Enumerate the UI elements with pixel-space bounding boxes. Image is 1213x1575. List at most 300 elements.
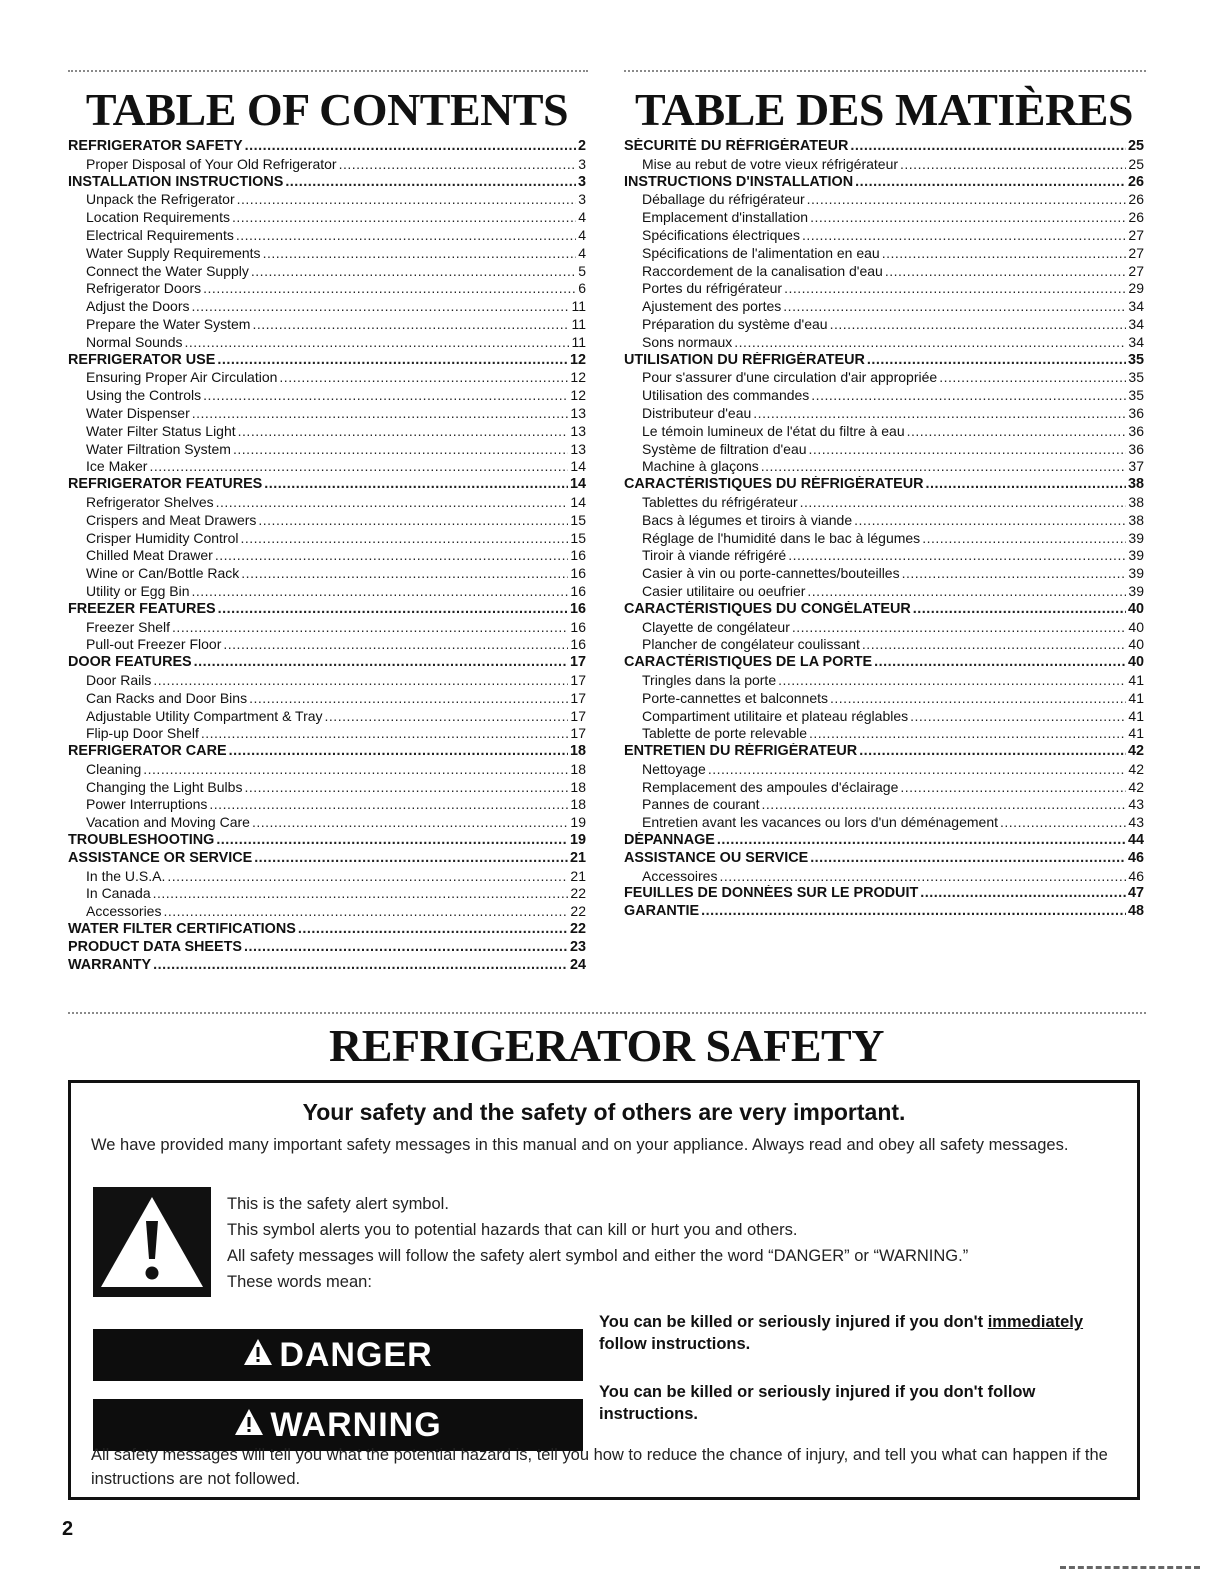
toc-entry-page: 16 bbox=[570, 636, 586, 653]
toc-entry-page: 16 bbox=[570, 547, 586, 564]
toc-dot-leader bbox=[172, 619, 568, 635]
toc-dot-leader bbox=[902, 565, 1127, 581]
toc-entry-label: Ice Maker bbox=[86, 458, 148, 475]
toc-entry-label: Pannes de courant bbox=[642, 796, 760, 813]
toc-entry-page: 38 bbox=[1128, 493, 1144, 510]
toc-entry-label: Accessories bbox=[86, 903, 162, 920]
toc-subsection-entry bbox=[68, 209, 586, 227]
toc-entry-label: Prepare the Water System bbox=[86, 315, 251, 332]
toc-subsection-entry bbox=[68, 903, 586, 921]
toc-entry-page: 16 bbox=[569, 600, 586, 617]
toc-subsection-entry bbox=[624, 458, 1144, 476]
toc-entry-label: Tablette de porte relevable bbox=[642, 725, 807, 742]
toc-subsection-entry bbox=[68, 334, 586, 352]
toc-entry-label: Electrical Requirements bbox=[86, 226, 234, 243]
toc-dot-leader bbox=[850, 138, 1126, 154]
toc-subsection-entry bbox=[624, 796, 1144, 814]
toc-entry-label: Water Filter Status Light bbox=[86, 422, 236, 439]
toc-subsection-entry bbox=[68, 583, 586, 601]
toc-subsection-entry bbox=[68, 405, 586, 423]
toc-entry-label: CARACTÉRISTIQUES DU CONGÉLATEUR bbox=[624, 600, 911, 617]
toc-entry-page: 34 bbox=[1128, 315, 1144, 332]
toc-entry-label: Water Supply Requirements bbox=[86, 244, 261, 261]
alert-symbol-explanation bbox=[227, 1191, 1107, 1295]
toc-entry-label: Tablettes du réfrigérateur bbox=[642, 493, 798, 510]
toc-section-entry bbox=[624, 654, 1144, 672]
toc-dot-leader bbox=[153, 885, 569, 901]
toc-section-entry bbox=[624, 138, 1144, 156]
toc-subsection-entry bbox=[624, 868, 1144, 886]
toc-entry-page: 16 bbox=[570, 582, 586, 599]
toc-dot-leader bbox=[802, 227, 1126, 243]
toc-entry-page: 41 bbox=[1128, 725, 1144, 742]
toc-dot-leader bbox=[708, 761, 1127, 777]
toc-subsection-entry bbox=[624, 636, 1144, 654]
toc-entry-page: 22 bbox=[570, 885, 586, 902]
toc-subsection-entry bbox=[624, 209, 1144, 227]
toc-dot-leader bbox=[701, 903, 1126, 919]
toc-dot-leader bbox=[215, 547, 569, 563]
toc-subsection-entry bbox=[624, 814, 1144, 832]
toc-entry-label: Le témoin lumineux de l'état du filtre à eau bbox=[642, 422, 905, 439]
toc-section-entry bbox=[68, 654, 586, 672]
danger-text-emphasis: immediately bbox=[987, 1313, 1084, 1331]
toc-entry-label: Water Dispenser bbox=[86, 404, 190, 421]
toc-dot-leader bbox=[753, 405, 1126, 421]
toc-dot-leader bbox=[926, 476, 1126, 492]
toc-entry-label: Préparation du système d'eau bbox=[642, 315, 828, 332]
toc-dot-leader bbox=[163, 903, 568, 919]
toc-entry-label: Connect the Water Supply bbox=[86, 262, 249, 279]
toc-dot-leader bbox=[264, 476, 568, 492]
toc-entry-label: Sons normaux bbox=[642, 333, 733, 350]
toc-dot-leader bbox=[339, 156, 577, 172]
toc-entry-page: 37 bbox=[1128, 458, 1144, 475]
toc-section-entry bbox=[68, 957, 586, 975]
middle-rule bbox=[68, 1012, 1146, 1014]
toc-dot-leader bbox=[240, 530, 568, 546]
toc-entry-page: 4 bbox=[578, 244, 586, 261]
toc-dot-leader bbox=[859, 743, 1126, 759]
toc-entry-label: Normal Sounds bbox=[86, 333, 183, 350]
toc-dot-leader bbox=[717, 832, 1126, 848]
toc-dot-leader bbox=[913, 601, 1126, 617]
toc-subsection-entry bbox=[68, 885, 586, 903]
toc-entry-label: ASSISTANCE OU SERVICE bbox=[624, 849, 809, 866]
toc-entry-label: Utilisation des commandes bbox=[642, 387, 810, 404]
toc-entry-page: 3 bbox=[578, 155, 586, 172]
toc-entry-page: 3 bbox=[577, 173, 586, 190]
toc-entry-page: 41 bbox=[1128, 671, 1144, 688]
toc-dot-leader bbox=[233, 441, 568, 457]
toc-entry-label: Raccordement de la canalisation d'eau bbox=[642, 262, 883, 279]
toc-subsection-entry bbox=[68, 191, 586, 209]
toc-dot-leader bbox=[143, 761, 568, 777]
toc-entry-page: 14 bbox=[570, 458, 586, 475]
toc-dot-leader bbox=[279, 369, 568, 385]
toc-entry-label: INSTALLATION INSTRUCTIONS bbox=[68, 173, 284, 190]
toc-entry-label: Water Filtration System bbox=[86, 440, 231, 457]
toc-dot-leader bbox=[238, 423, 569, 439]
toc-dot-leader bbox=[874, 654, 1126, 670]
toc-dot-leader bbox=[229, 743, 568, 759]
toc-subsection-entry bbox=[68, 725, 586, 743]
toc-entry-label: Bacs à légumes et tiroirs à viande bbox=[642, 511, 853, 528]
toc-entry-page: 6 bbox=[578, 280, 586, 297]
warning-triangle-exclamation-icon bbox=[93, 1187, 211, 1297]
toc-dot-leader bbox=[245, 138, 576, 154]
toc-subsection-entry bbox=[68, 868, 586, 886]
toc-entry-label: Refrigerator Shelves bbox=[86, 493, 214, 510]
toc-entry-label: Emplacement d'installation bbox=[642, 209, 809, 226]
toc-subsection-entry bbox=[624, 565, 1144, 583]
toc-dot-leader bbox=[252, 814, 568, 830]
toc-entry-label: Casier utilitaire ou oeufrier bbox=[642, 582, 806, 599]
toc-entry-label: CARACTÉRISTIQUES DE LA PORTE bbox=[624, 654, 873, 671]
toc-subsection-entry bbox=[68, 690, 586, 708]
toc-entry-label: Casier à vin ou porte-cannettes/bouteilles bbox=[642, 565, 900, 582]
toc-entry-label: UTILISATION DU RÉFRIGÉRATEUR bbox=[624, 351, 865, 368]
toc-entry-label: WARRANTY bbox=[68, 956, 152, 973]
toc-subsection-entry bbox=[68, 761, 586, 779]
toc-dot-leader bbox=[153, 672, 568, 688]
top-rule-left bbox=[68, 70, 588, 72]
toc-dot-leader bbox=[258, 512, 568, 528]
toc-entry-page: 4 bbox=[578, 226, 586, 243]
toc-dot-leader bbox=[232, 209, 576, 225]
toc-french-list bbox=[624, 138, 1144, 921]
toc-entry-page: 15 bbox=[570, 529, 586, 546]
toc-dot-leader bbox=[203, 387, 568, 403]
toc-entry-label: Compartiment utilitaire et plateau réglables bbox=[642, 707, 909, 724]
toc-dot-leader bbox=[807, 191, 1127, 207]
toc-entry-page: 16 bbox=[570, 565, 586, 582]
toc-entry-page: 41 bbox=[1128, 707, 1144, 724]
toc-entry-label: Door Rails bbox=[86, 671, 152, 688]
toc-section-entry bbox=[624, 601, 1144, 619]
toc-dot-leader bbox=[285, 174, 576, 190]
toc-entry-label: Adjustable Utility Compartment & Tray bbox=[86, 707, 323, 724]
toc-entry-page: 29 bbox=[1128, 280, 1144, 297]
toc-dot-leader bbox=[811, 387, 1126, 403]
toc-entry-label: Plancher de congélateur coulissant bbox=[642, 636, 860, 653]
toc-entry-label: Pull-out Freezer Floor bbox=[86, 636, 222, 653]
safety-section-title: REFRIGERATOR SAFETY bbox=[329, 1020, 884, 1071]
toc-french bbox=[624, 84, 1144, 921]
alert-triangle-icon bbox=[243, 1336, 273, 1375]
toc-subsection-entry bbox=[68, 547, 586, 565]
toc-subsection-entry bbox=[68, 458, 586, 476]
toc-entry-page: 46 bbox=[1127, 849, 1144, 866]
toc-entry-page: 17 bbox=[570, 671, 586, 688]
toc-entry-page: 12 bbox=[570, 369, 586, 386]
toc-subsection-entry bbox=[624, 690, 1144, 708]
toc-entry-page: 40 bbox=[1128, 618, 1144, 635]
toc-entry-page: 43 bbox=[1128, 814, 1144, 831]
toc-entry-label: Cleaning bbox=[86, 760, 142, 777]
toc-dot-leader bbox=[218, 601, 568, 617]
toc-entry-page: 18 bbox=[569, 743, 586, 760]
toc-entry-label: ASSISTANCE OR SERVICE bbox=[68, 849, 253, 866]
toc-dot-leader bbox=[810, 850, 1126, 866]
toc-subsection-entry bbox=[624, 494, 1144, 512]
toc-entry-page: 36 bbox=[1128, 422, 1144, 439]
toc-entry-page: 12 bbox=[570, 387, 586, 404]
toc-dot-leader bbox=[809, 725, 1126, 741]
toc-entry-label: Portes du réfrigérateur bbox=[642, 280, 783, 297]
toc-dot-leader bbox=[762, 796, 1127, 812]
toc-subsection-entry bbox=[624, 316, 1144, 334]
toc-entry-page: 23 bbox=[569, 938, 586, 955]
toc-entry-label: TROUBLESHOOTING bbox=[68, 832, 215, 849]
toc-entry-label: Nettoyage bbox=[642, 760, 706, 777]
alert-line: All safety messages will follow the safety alert symbol and either the word “DANGER” or “WARNING.” bbox=[227, 1247, 969, 1265]
toc-section-entry bbox=[68, 939, 586, 957]
toc-section-entry bbox=[68, 601, 586, 619]
toc-french-title: TABLE DES MATIÈRES bbox=[635, 84, 1133, 135]
toc-entry-page: 35 bbox=[1128, 387, 1144, 404]
toc-dot-leader bbox=[784, 280, 1126, 296]
toc-section-entry bbox=[624, 885, 1144, 903]
safety-box-heading: Your safety and the safety of others are very important. bbox=[302, 1099, 906, 1125]
toc-entry-page: 19 bbox=[570, 814, 586, 831]
toc-entry-page: 14 bbox=[570, 493, 586, 510]
toc-entry-label: Vacation and Moving Care bbox=[86, 814, 250, 831]
safety-outro-text: All safety messages will tell you what the potential hazard is, tell you how to reduce the chance of injury, and tell you what can happen if the instructions are not followed. bbox=[91, 1446, 1108, 1488]
toc-entry-page: 27 bbox=[1128, 244, 1144, 261]
toc-subsection-entry bbox=[624, 280, 1144, 298]
toc-entry-label: Crisper Humidity Control bbox=[86, 529, 239, 546]
toc-dot-leader bbox=[788, 547, 1126, 563]
toc-entry-page: 13 bbox=[570, 422, 586, 439]
toc-entry-label: Proper Disposal of Your Old Refrigerator bbox=[86, 155, 337, 172]
danger-text-end: follow instructions. bbox=[599, 1335, 751, 1353]
toc-subsection-entry bbox=[68, 423, 586, 441]
toc-dot-leader bbox=[149, 458, 568, 474]
toc-entry-page: 34 bbox=[1128, 333, 1144, 350]
toc-subsection-entry bbox=[68, 708, 586, 726]
toc-entry-page: 11 bbox=[571, 298, 586, 315]
toc-dot-leader bbox=[209, 796, 568, 812]
toc-subsection-entry bbox=[624, 672, 1144, 690]
toc-dot-leader bbox=[882, 245, 1127, 261]
toc-subsection-entry bbox=[624, 387, 1144, 405]
toc-dot-leader bbox=[298, 921, 568, 937]
toc-dot-leader bbox=[241, 565, 568, 581]
toc-entry-page: 39 bbox=[1128, 529, 1144, 546]
toc-entry-label: Adjust the Doors bbox=[86, 298, 190, 315]
toc-entry-page: 18 bbox=[570, 760, 586, 777]
safety-message-box bbox=[68, 1080, 1140, 1500]
warning-description: You can be killed or seriously injured if you don't follow instructions. bbox=[599, 1383, 1036, 1423]
toc-subsection-entry bbox=[624, 191, 1144, 209]
safety-intro-text: We have provided many important safety messages in this manual and on your appliance. Always read and obey all safety messages. bbox=[91, 1136, 1069, 1154]
toc-entry-label: Accessoires bbox=[642, 867, 718, 884]
toc-entry-label: DOOR FEATURES bbox=[68, 654, 192, 671]
toc-subsection-entry bbox=[68, 814, 586, 832]
toc-dot-leader bbox=[810, 209, 1126, 225]
toc-entry-page: 11 bbox=[571, 315, 586, 332]
toc-entry-page: 40 bbox=[1127, 654, 1144, 671]
toc-entry-page: 44 bbox=[1127, 832, 1144, 849]
toc-dot-leader bbox=[920, 885, 1126, 901]
toc-entry-label: Changing the Light Bulbs bbox=[86, 778, 243, 795]
toc-entry-label: Crispers and Meat Drawers bbox=[86, 511, 257, 528]
alert-line: This symbol alerts you to potential hazards that can kill or hurt you and others. bbox=[227, 1221, 798, 1239]
toc-entry-label: Machine à glaçons bbox=[642, 458, 759, 475]
toc-dot-leader bbox=[223, 636, 568, 652]
toc-entry-page: 14 bbox=[569, 476, 586, 493]
toc-entry-label: REFRIGERATOR SAFETY bbox=[68, 138, 243, 154]
toc-entry-page: 47 bbox=[1127, 885, 1144, 902]
toc-dot-leader bbox=[185, 334, 570, 350]
toc-entry-page: 21 bbox=[569, 849, 586, 866]
toc-entry-page: 17 bbox=[570, 689, 586, 706]
toc-subsection-entry bbox=[624, 708, 1144, 726]
toc-section-entry bbox=[68, 476, 586, 494]
toc-entry-page: 21 bbox=[570, 867, 586, 884]
toc-section-entry bbox=[68, 174, 586, 192]
toc-subsection-entry bbox=[68, 672, 586, 690]
toc-dot-leader bbox=[251, 263, 576, 279]
warning-label: WARNING bbox=[270, 1405, 442, 1444]
toc-dot-leader bbox=[778, 672, 1126, 688]
toc-subsection-entry bbox=[624, 156, 1144, 174]
toc-entry-label: Distributeur d'eau bbox=[642, 404, 752, 421]
toc-entry-page: 39 bbox=[1128, 582, 1144, 599]
toc-dot-leader bbox=[922, 530, 1126, 546]
toc-subsection-entry bbox=[624, 725, 1144, 743]
toc-entry-label: Tiroir à viande réfrigéré bbox=[642, 547, 787, 564]
toc-entry-page: 35 bbox=[1127, 351, 1144, 368]
toc-dot-leader bbox=[830, 690, 1126, 706]
toc-entry-page: 48 bbox=[1127, 903, 1144, 920]
bottom-edge-marks bbox=[1060, 1566, 1200, 1569]
toc-entry-label: Flip-up Door Shelf bbox=[86, 725, 199, 742]
toc-dot-leader bbox=[900, 156, 1126, 172]
toc-entry-label: FREEZER FEATURES bbox=[68, 600, 216, 617]
toc-entry-page: 17 bbox=[570, 725, 586, 742]
toc-entry-page: 42 bbox=[1128, 760, 1144, 777]
toc-section-entry bbox=[624, 832, 1144, 850]
toc-subsection-entry bbox=[624, 334, 1144, 352]
toc-subsection-entry bbox=[68, 280, 586, 298]
toc-entry-label: In Canada bbox=[86, 885, 151, 902]
toc-entry-page: 18 bbox=[570, 796, 586, 813]
toc-subsection-entry bbox=[68, 441, 586, 459]
toc-entry-label: ENTRETIEN DU RÉFRIGÉRATEUR bbox=[624, 743, 858, 760]
toc-entry-label: Déballage du réfrigérateur bbox=[642, 191, 805, 208]
toc-subsection-entry bbox=[624, 547, 1144, 565]
toc-subsection-entry bbox=[624, 761, 1144, 779]
toc-subsection-entry bbox=[624, 779, 1144, 797]
toc-dot-leader bbox=[192, 405, 569, 421]
toc-entry-label: SÉCURITÉ DU RÉFRIGÉRATEUR bbox=[624, 138, 849, 154]
toc-section-entry bbox=[624, 743, 1144, 761]
toc-entry-page: 24 bbox=[569, 956, 586, 973]
toc-dot-leader bbox=[907, 423, 1127, 439]
toc-subsection-entry bbox=[68, 779, 586, 797]
toc-dot-leader bbox=[854, 512, 1126, 528]
toc-entry-page: 3 bbox=[578, 191, 586, 208]
toc-section-entry bbox=[624, 850, 1144, 868]
alert-triangle-icon bbox=[234, 1406, 264, 1445]
alert-line: This is the safety alert symbol. bbox=[227, 1195, 449, 1213]
toc-section-entry bbox=[68, 832, 586, 850]
toc-section-entry bbox=[68, 743, 586, 761]
toc-dot-leader bbox=[734, 334, 1126, 350]
toc-entry-page: 26 bbox=[1128, 209, 1144, 226]
toc-entry-label: Power Interruptions bbox=[86, 796, 208, 813]
toc-entry-page: 22 bbox=[569, 921, 586, 938]
alert-line: These words mean: bbox=[227, 1273, 372, 1291]
toc-section-entry bbox=[624, 352, 1144, 370]
toc-entry-label: Tringles dans la porte bbox=[642, 671, 777, 688]
toc-subsection-entry bbox=[68, 263, 586, 281]
toc-entry-page: 46 bbox=[1128, 867, 1144, 884]
toc-subsection-entry bbox=[68, 298, 586, 316]
toc-entry-page: 36 bbox=[1128, 440, 1144, 457]
toc-entry-label: Mise au rebut de votre vieux réfrigérateur bbox=[642, 155, 899, 172]
toc-entry-label: Using the Controls bbox=[86, 387, 202, 404]
toc-dot-leader bbox=[807, 583, 1126, 599]
toc-entry-page: 27 bbox=[1128, 226, 1144, 243]
toc-entry-page: 38 bbox=[1128, 511, 1144, 528]
toc-subsection-entry bbox=[624, 298, 1144, 316]
toc-subsection-entry bbox=[624, 227, 1144, 245]
toc-entry-page: 26 bbox=[1127, 173, 1144, 190]
toc-dot-leader bbox=[244, 779, 568, 795]
toc-section-entry bbox=[68, 921, 586, 939]
toc-entry-label: Ajustement des portes bbox=[642, 298, 782, 315]
toc-english-list bbox=[68, 138, 586, 974]
toc-section-entry bbox=[624, 476, 1144, 494]
toc-entry-page: 19 bbox=[569, 832, 586, 849]
toc-entry-page: 39 bbox=[1128, 547, 1144, 564]
toc-entry-label: FEUILLES DE DONNÉES SUR LE PRODUIT bbox=[624, 885, 919, 902]
toc-dot-leader bbox=[216, 494, 569, 510]
toc-subsection-entry bbox=[68, 227, 586, 245]
toc-dot-leader bbox=[862, 636, 1127, 652]
toc-dot-leader bbox=[263, 245, 577, 261]
toc-entry-label: Unpack the Refrigerator bbox=[86, 191, 235, 208]
toc-dot-leader bbox=[325, 708, 569, 724]
toc-entry-page: 40 bbox=[1127, 600, 1144, 617]
toc-entry-page: 42 bbox=[1127, 743, 1144, 760]
toc-entry-label: Système de filtration d'eau bbox=[642, 440, 807, 457]
toc-dot-leader bbox=[191, 583, 568, 599]
toc-dot-leader bbox=[867, 352, 1126, 368]
toc-subsection-entry bbox=[68, 387, 586, 405]
toc-dot-leader bbox=[1000, 814, 1126, 830]
toc-subsection-entry bbox=[624, 423, 1144, 441]
toc-entry-page: 2 bbox=[577, 138, 586, 154]
toc-entry-page: 17 bbox=[570, 707, 586, 724]
toc-entry-page: 13 bbox=[570, 404, 586, 421]
toc-dot-leader bbox=[830, 316, 1127, 332]
toc-entry-page: 5 bbox=[578, 262, 586, 279]
toc-section-entry bbox=[624, 174, 1144, 192]
toc-dot-leader bbox=[254, 850, 568, 866]
toc-dot-leader bbox=[719, 868, 1126, 884]
toc-entry-page: 43 bbox=[1128, 796, 1144, 813]
toc-entry-page: 16 bbox=[570, 618, 586, 635]
toc-entry-label: In the U.S.A. bbox=[86, 867, 166, 884]
toc-entry-page: 39 bbox=[1128, 565, 1144, 582]
toc-entry-label: Can Racks and Door Bins bbox=[86, 689, 248, 706]
toc-entry-label: PRODUCT DATA SHEETS bbox=[68, 938, 243, 955]
toc-subsection-entry bbox=[68, 494, 586, 512]
